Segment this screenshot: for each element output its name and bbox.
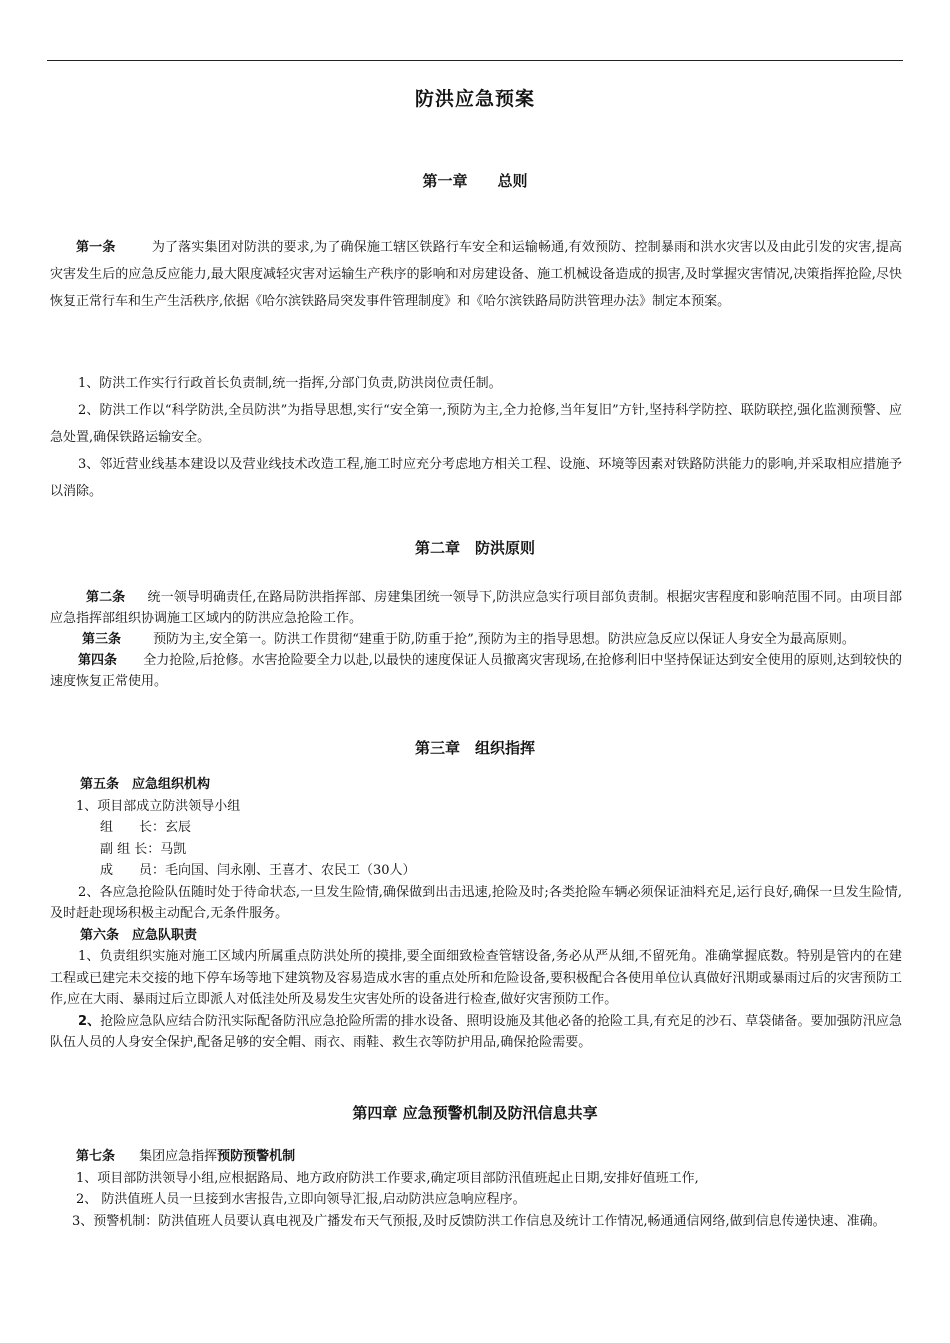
article-5-item-2: 2、各应急抢险队伍随时处于待命状态,一旦发生险情,确保做到出击迅速,抢险及时;各类抢险车辆必须保证油料充足,运行良好,确保一旦发生险情,及时赶赴现场积极主动配合,无条件服务。 — [50, 884, 902, 921]
ch4-item-3: 3、预警机制：防洪值班人员要认真电视及广播发布天气预报,及时反馈防洪工作信息及统计工作情况,畅通通信网络,做到信息传递快速、准确。 — [72, 1213, 886, 1229]
document-title: 防洪应急预案 — [414, 88, 535, 110]
chapter-2-articles — [50, 587, 902, 692]
leader-row — [50, 817, 902, 839]
article-6-label: 第六条 应急队职责 — [80, 927, 198, 943]
article-2 — [50, 587, 902, 629]
article-4-label: 第四条 — [78, 653, 118, 668]
article-7-title-plain: 集团应急指挥 — [139, 1149, 218, 1164]
chapter-3-heading: 第三章 组织指挥 — [414, 739, 535, 757]
article-5-item-1: 1、项目部成立防洪领导小组 — [76, 798, 241, 814]
members-row — [50, 860, 902, 882]
article-1 — [50, 234, 902, 315]
chapter-2-heading: 第二章 防洪原则 — [414, 539, 535, 557]
header-rule — [47, 60, 903, 61]
chapter-1-heading: 第一章 总则 — [422, 172, 528, 190]
chapter-3-body — [50, 774, 902, 1054]
article-6-item-2-text: 抢险应急队应结合防汛实际配备防汛应急抢险所需的排水设备、照明设施及其他必备的抢险工具,有充足的沙石、草袋储备。要加强防汛应急队伍人员的人身安全保护,配备足够的安全帽、雨衣、雨鞋、救生衣等防护用品,确保抢险需要。 — [50, 1013, 902, 1050]
deputy-row — [50, 839, 902, 861]
ch4-item-1: 1、项目部防洪领导小组,应根据路局、地方政府防洪工作要求,确定项目部防汛值班起止日期,安排好值班工作, — [76, 1170, 699, 1186]
deputy-value: 马凯 — [160, 841, 187, 857]
members-value: 毛向国、闫永刚、王喜才、农民工（30人） — [165, 863, 416, 878]
ch1-item-3: 3、邻近营业线基本建设以及营业线技术改造工程,施工时应充分考虑地方相关工程、设施、环境等因素对铁路防洪能力的影响,并采取相应措施予以消除。 — [50, 457, 902, 499]
article-3-text: 预防为主,安全第一。防洪工作贯彻“建重于防,防重于抢”,预防为主的指导思想。防洪应急反应以保证人身安全为最高原则。 — [153, 632, 855, 647]
article-3-label: 第三条 — [82, 632, 122, 647]
chapter-1-items — [50, 370, 902, 505]
chapter-4-body — [50, 1146, 902, 1232]
chapter-4-heading: 第四章 应急预警机制及防汛信息共享 — [352, 1104, 598, 1122]
ch4-item-2: 2、 防洪值班人员一旦接到水害报告,立即向领导汇报,启动防洪应急响应程序。 — [76, 1192, 526, 1207]
leader-label: 组 长： — [100, 820, 166, 835]
article-6-item-1: 1、负责组织实施对施工区域内所属重点防洪处所的摸排,要全面细致检查管辖设备,务必从严从细,不留死角。准确掌握底数。特别是管内的在建工程或已建完未交接的地下停车场等地下建筑物及容易造成水害的重点处所和危险设备,要积极配合各使用单位认真做好汛期或暴雨过后的灾害预防工作,应在大雨、暴雨过后立即派人对低洼处所及易发生灾害处所的设备进行检查,做好灾害预防工作。 — [50, 949, 902, 1007]
deputy-label: 副 组 长： — [100, 841, 161, 857]
ch1-item-2: 2、防洪工作以“科学防洪,全员防洪”为指导思想,实行“安全第一,预防为主,全力抢修,当年复旧”方针,坚持科学防控、联防联控,强化监测预警、应急处置,确保铁路运输安全。 — [50, 403, 902, 445]
article-6-item-2 — [50, 1011, 902, 1054]
article-7-title-bold: 预防预警机制 — [217, 1149, 296, 1164]
article-2-label: 第二条 — [86, 590, 126, 605]
article-1-label: 第一条 — [76, 240, 116, 255]
article-3 — [50, 629, 902, 650]
article-4-text: 全力抢险,后抢修。水害抢险要全力以赴,以最快的速度保证人员撤离灾害现场,在抢修利旧中坚持保证达到安全使用的原则,达到较快的速度恢复正常使用。 — [50, 653, 902, 689]
article-5-label: 第五条 应急组织机构 — [80, 777, 211, 792]
members-label: 成 员： — [100, 863, 166, 878]
article-7 — [50, 1146, 902, 1168]
ch1-item-1: 1、防洪工作实行行政首长负责制,统一指挥,分部门负责,防洪岗位责任制。 — [78, 376, 502, 391]
article-1-text: 为了落实集团对防洪的要求,为了确保施工辖区铁路行车安全和运输畅通,有效预防、控制暴雨和洪水灾害以及由此引发的灾害,提高灾害发生后的应急反应能力,最大限度减轻灾害对运输生产秩序的影响和对房建设备、施工机械设备造成的损害,及时掌握灾害情况,决策指挥抢险,尽快恢复正常行车和生产生活秩序,依据《哈尔滨铁路局突发事件管理制度》和《哈尔滨铁路局防洪管理办法》制定本预案。 — [50, 240, 902, 309]
article-4 — [50, 650, 902, 692]
leader-value: 玄辰 — [165, 820, 192, 835]
article-7-label: 第七条 — [76, 1149, 116, 1164]
article-2-text: 统一领导明确责任,在路局防洪指挥部、房建集团统一领导下,防洪应急实行项目部负责制。根据灾害程度和影响范围不同。由项目部应急指挥部组织协调施工区域内的防洪应急抢险工作。 — [50, 590, 902, 626]
article-6-item-2-num: 2、 — [78, 1013, 101, 1029]
